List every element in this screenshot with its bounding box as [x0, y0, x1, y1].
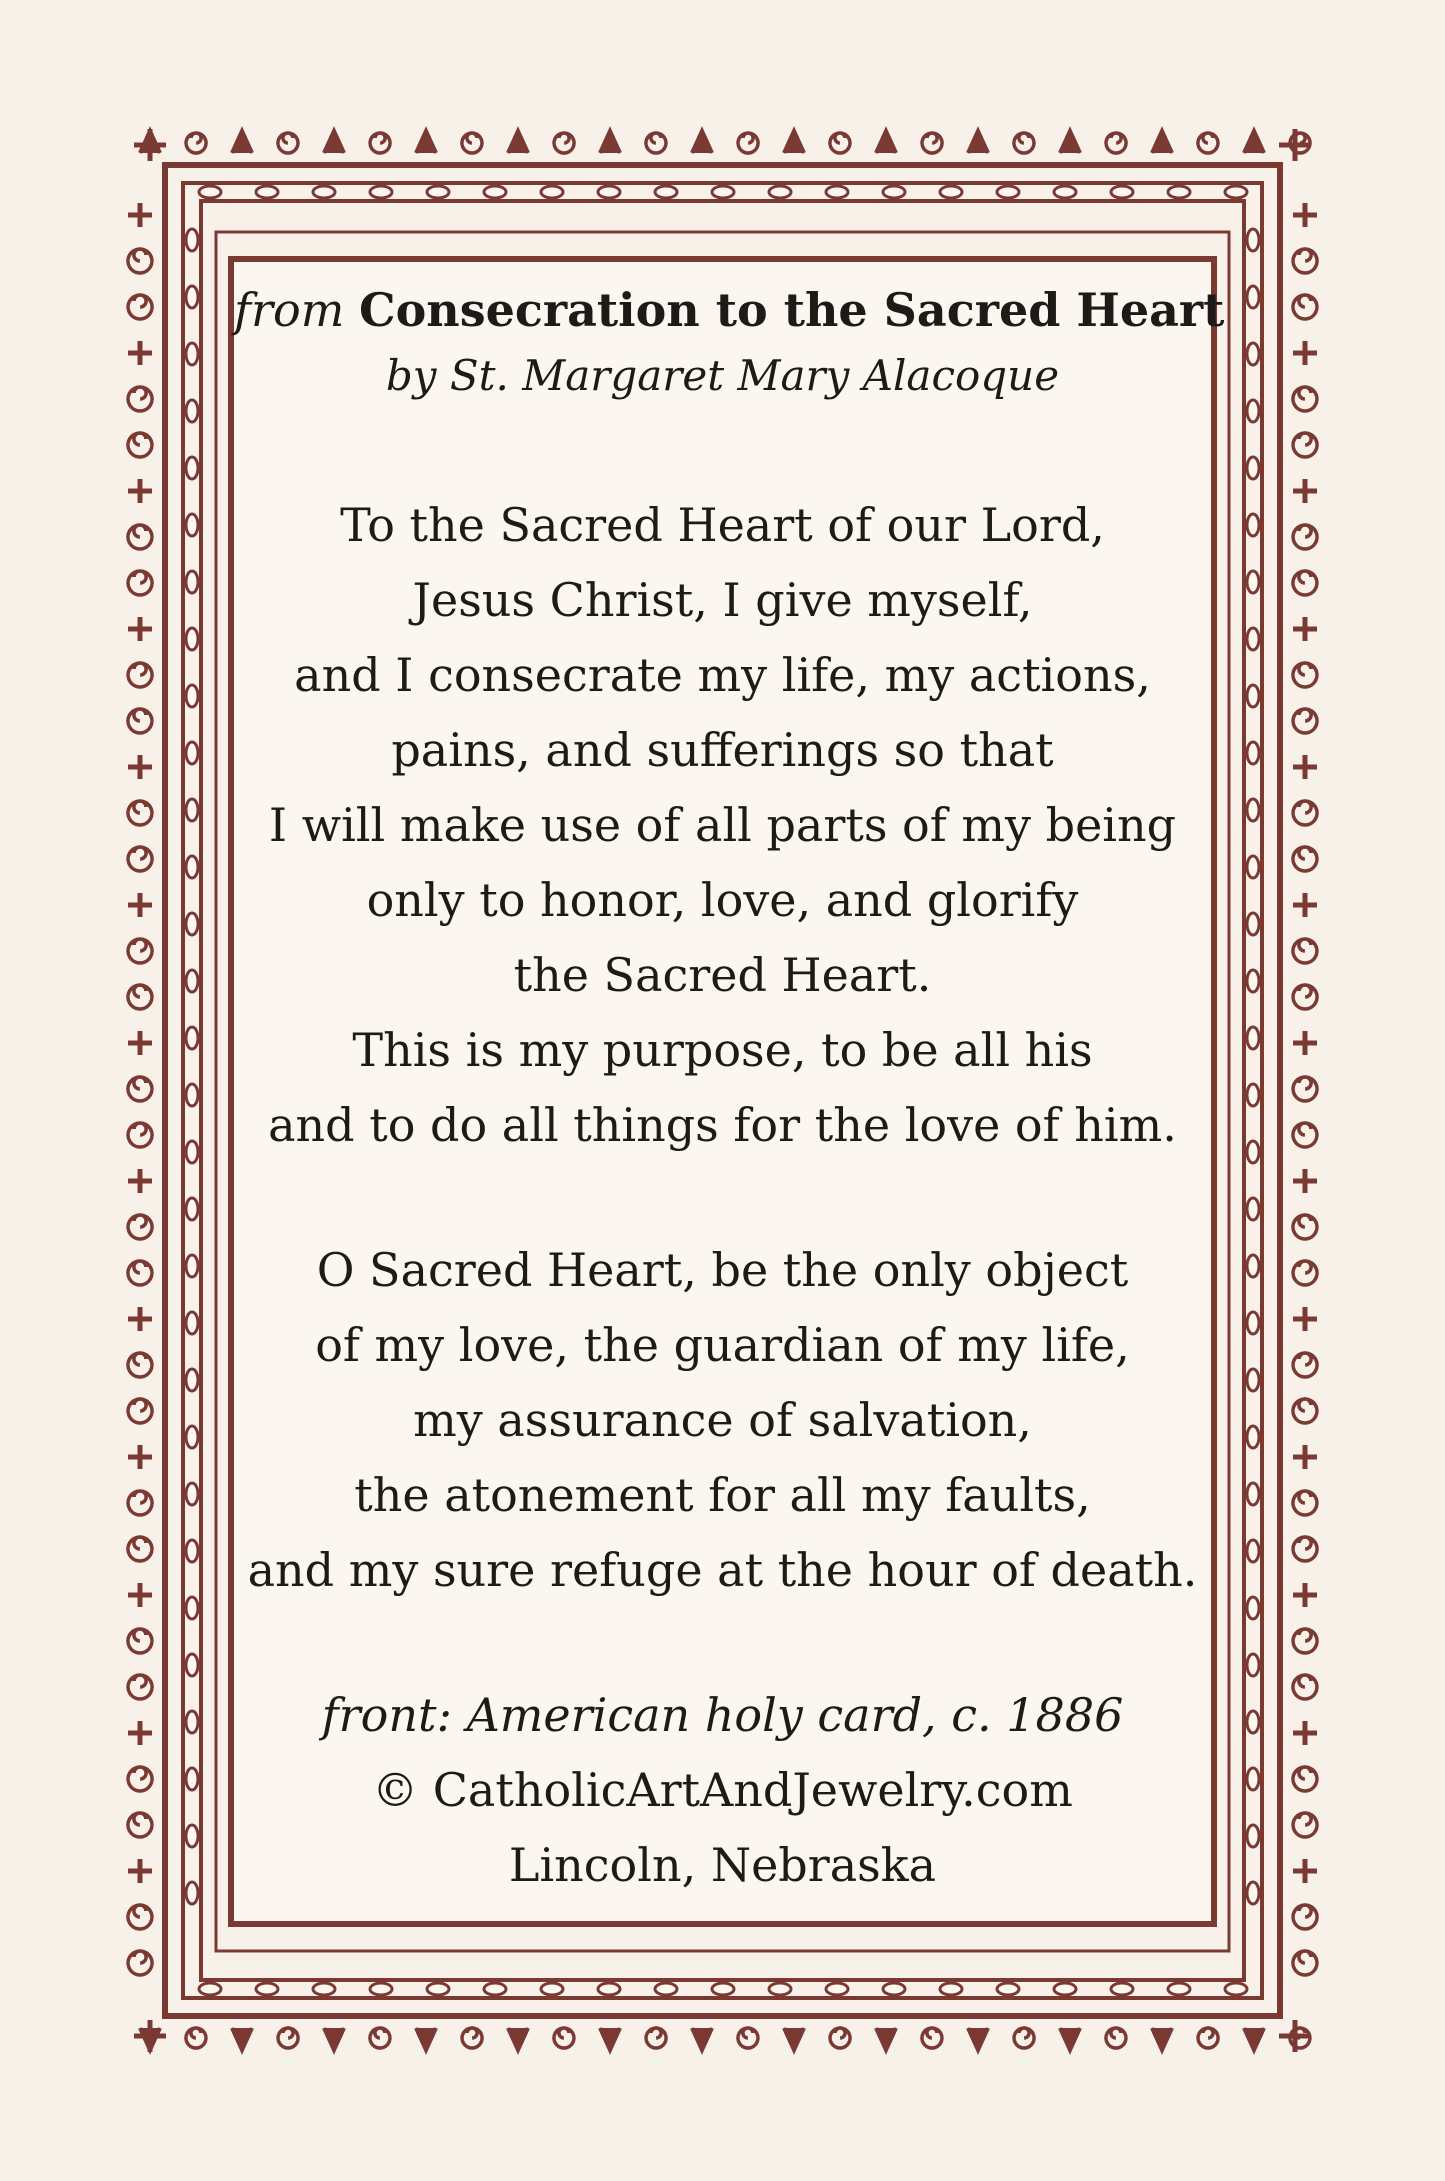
byline: by St. Margaret Mary Alacoque [385, 351, 1060, 400]
verse-line: and to do all things for the love of him. [268, 1098, 1177, 1152]
card-title [234, 278, 1225, 342]
card-footer [234, 1678, 1211, 1903]
verse-line: Jesus Christ, I give myself, [412, 573, 1033, 627]
title-prefix: from [234, 283, 345, 337]
verse-line: only to honor, love, and glorify [366, 873, 1079, 927]
title-text: Consecration to the Sacred Heart [358, 283, 1225, 337]
verse-line: pains, and sufferings so that [391, 723, 1054, 777]
verse-line: and I consecrate my life, my actions, [294, 648, 1151, 702]
verse-line: and my sure refuge at the hour of death. [247, 1543, 1198, 1597]
verse-line: of my love, the guardian of my life, [315, 1318, 1130, 1372]
verse-line: the atonement for all my faults, [354, 1468, 1091, 1522]
verse-line: O Sacred Heart, be the only object [316, 1243, 1129, 1297]
stanza-2 [234, 1233, 1211, 1608]
verse-line: the Sacred Heart. [513, 948, 932, 1002]
verse-line: I will make use of all parts of my being [268, 798, 1177, 852]
location-line: Lincoln, Nebraska [508, 1838, 937, 1892]
verse-line: This is my purpose, to be all his [352, 1023, 1093, 1077]
front-note: front: American holy card, c. 1886 [321, 1688, 1124, 1742]
text-panel [228, 256, 1225, 1927]
verse-line: my assurance of salvation, [413, 1393, 1032, 1447]
verse-line: To the Sacred Heart of our Lord, [340, 498, 1105, 552]
copyright-line: © CatholicArtAndJewelry.com [372, 1763, 1073, 1817]
stanza-1 [234, 488, 1211, 1163]
